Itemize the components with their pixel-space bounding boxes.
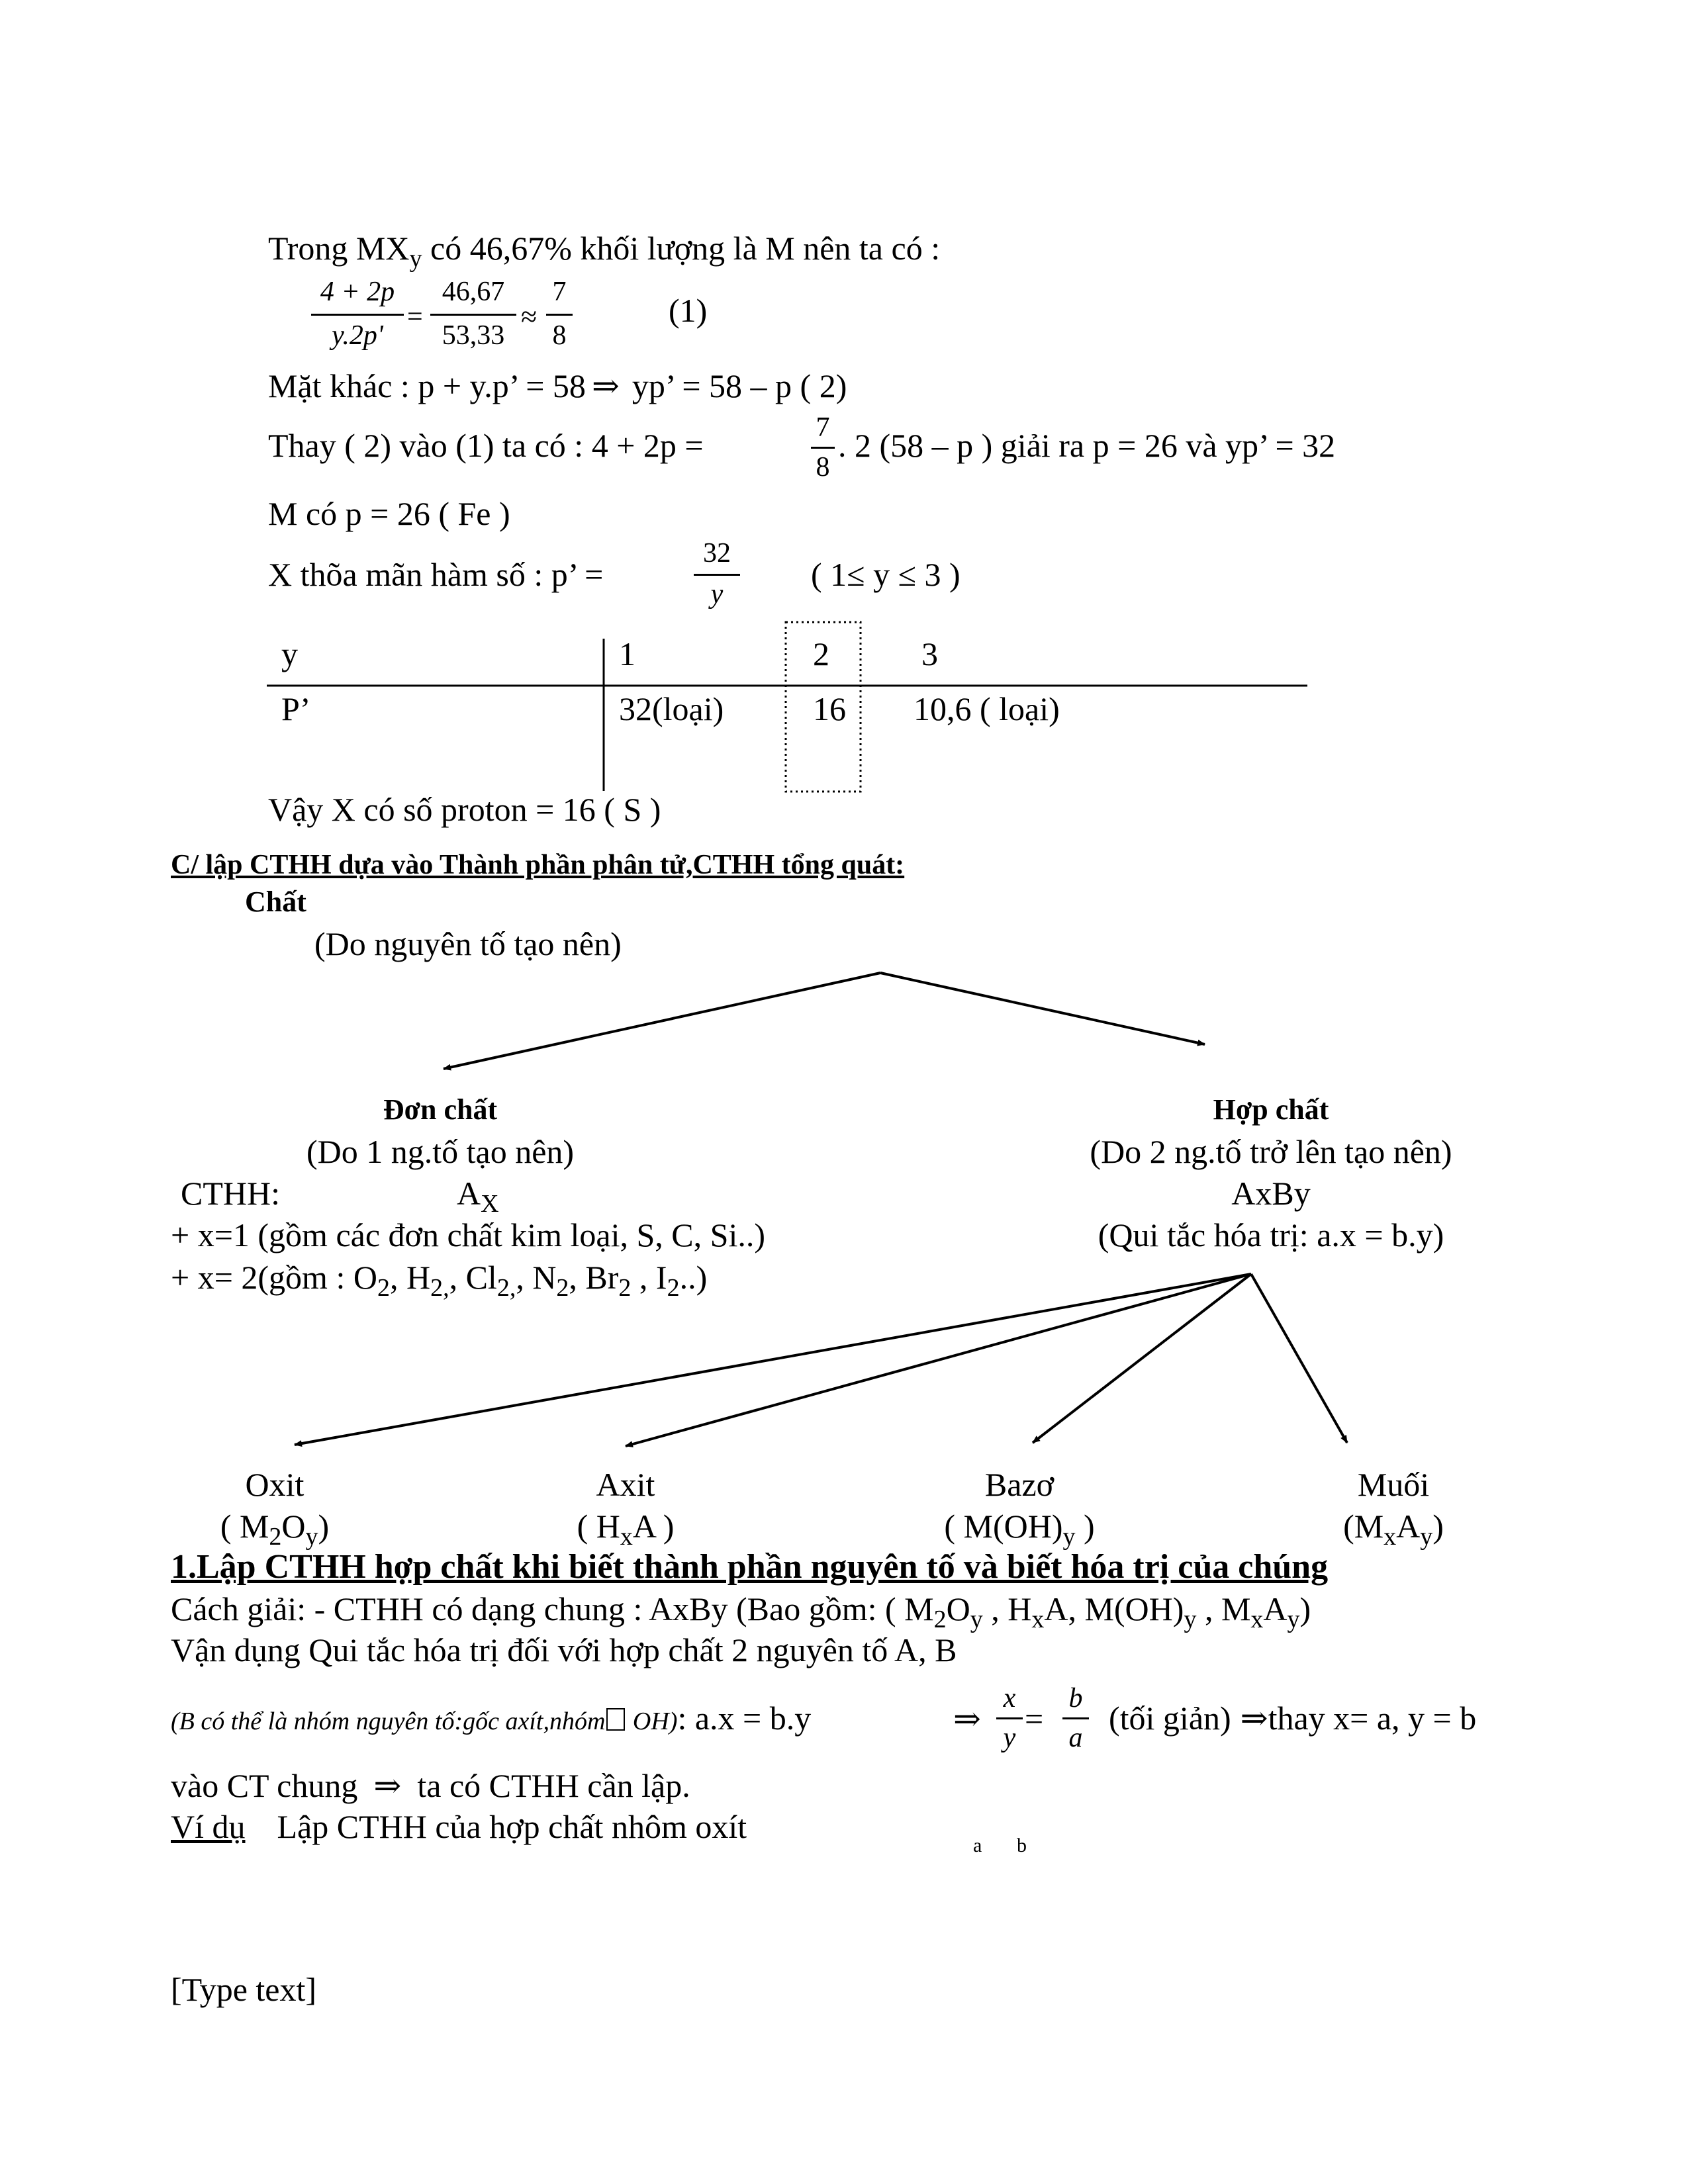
tree-right-formula: AxBy: [1231, 1175, 1311, 1212]
line1-text-b: có 46,67% khối lượng là M nên ta có :: [422, 230, 941, 267]
tree-cthh-label: CTHH:: [181, 1175, 280, 1212]
rule2-s2: 2,: [430, 1274, 449, 1302]
tree-right-title: Hợp chất: [1213, 1093, 1329, 1126]
line1-text-a: Trong MX: [268, 230, 410, 267]
s1l1-s2: y: [970, 1606, 983, 1633]
tree-right-sub: (Do 2 ng.tố trở lên tạo nên): [1090, 1133, 1452, 1170]
s1l1-d: A, M(OH): [1044, 1590, 1184, 1627]
s1l1-s3: x: [1031, 1606, 1045, 1633]
line3-frac-num: 7: [816, 412, 830, 443]
line2-text-b: yp’ = 58 – p ( 2): [632, 367, 847, 404]
table-cell-2: 16: [813, 690, 846, 727]
s1l3-f1-num: x: [1003, 1683, 1016, 1713]
s1l3-f1-den: y: [1003, 1723, 1016, 1753]
valence-a: a: [973, 1835, 982, 1856]
s1l1-s4: y: [1184, 1606, 1197, 1633]
fraction-2-den: 53,33: [442, 320, 505, 351]
arrow-to-don-chat: [444, 973, 880, 1069]
table-cell-1: 32(loại): [619, 690, 724, 727]
rule2-b: , H: [389, 1259, 431, 1296]
line2-text-a: Mặt khác : p + y.p’ = 58: [268, 367, 586, 404]
leaf-axit-name: Axit: [596, 1466, 655, 1503]
rule2-d: , N: [516, 1259, 557, 1296]
tree-right-rule: (Qui tắc hóa trị: a.x = b.y): [1098, 1216, 1444, 1253]
s1l1-b: O: [946, 1590, 970, 1627]
line1-sub: y: [409, 245, 422, 273]
line3-text-b: . 2 (58 – p ) giải ra p = 26 và yp’ = 32: [838, 427, 1336, 464]
axit-s1: x: [620, 1523, 633, 1551]
line5-text-b: ( 1≤ y ≤ 3 ): [811, 556, 961, 593]
implies-arrow: ⇒: [591, 367, 620, 404]
line5-text-a: X thõa mãn hàm số : p’ =: [268, 556, 604, 593]
fraction-1-den: y.2p': [332, 320, 383, 351]
rule2-s4: 2: [556, 1274, 569, 1302]
s1l4-b: ta có CTHH cần lập.: [417, 1767, 690, 1804]
s1l3-italic2: OH): [626, 1707, 678, 1735]
rule2-s6: 2: [667, 1274, 680, 1302]
rule2-s5: 2: [618, 1274, 632, 1302]
s1l1-s1: 2: [933, 1606, 947, 1633]
oxit-fb: O: [281, 1508, 306, 1545]
oxit-s1: 2: [269, 1523, 282, 1551]
table-row-label: P’: [281, 690, 311, 727]
s1l3-c: thay x= a, y = b: [1268, 1700, 1477, 1737]
tree-left-title: Đơn chất: [383, 1093, 498, 1126]
rule2-f: , I: [631, 1259, 667, 1296]
table-header-3: 3: [921, 635, 938, 672]
s1l1-s5: x: [1250, 1606, 1264, 1633]
rule2-a: + x= 2(gồm : O: [171, 1259, 377, 1296]
valence-b: b: [1017, 1835, 1027, 1856]
table-header-2: 2: [813, 635, 829, 672]
muoi-fa: (M: [1343, 1508, 1384, 1545]
s1l3-b: (tối giản): [1109, 1700, 1231, 1737]
section1-line2: Vận dụng Qui tắc hóa trị đối với hợp chất 2 nguyên tố A, B: [171, 1631, 957, 1668]
fraction-1-num: 4 + 2p: [320, 277, 395, 307]
leaf-bazo-name: Bazơ: [984, 1466, 1055, 1503]
s1l4-a: vào CT chung: [171, 1767, 358, 1804]
oxit-fa: ( M: [220, 1508, 269, 1545]
left-formula-base: A: [457, 1175, 481, 1212]
leaf-muoi-name: Muối: [1357, 1466, 1430, 1503]
footer-type-text: [Type text]: [171, 1971, 317, 2008]
approx-sign: ≈: [521, 300, 538, 333]
axit-fa: ( H: [577, 1508, 620, 1545]
fraction-2-num: 46,67: [442, 277, 505, 307]
table-header-y: y: [281, 635, 298, 672]
tree-left-sub: (Do 1 ng.tố tạo nên): [306, 1133, 575, 1170]
rule2-g: ..): [679, 1259, 708, 1296]
tree-root-sub: (Do nguyên tố tạo nên): [314, 925, 622, 962]
s1l3-italic: (B có thể là nhóm nguyên tố:gốc axít,nhóm: [171, 1707, 606, 1735]
vi-du-label: Ví dụ: [171, 1808, 246, 1845]
table-header-1: 1: [619, 635, 635, 672]
fraction-3-den: 8: [552, 320, 567, 351]
muoi-s1: x: [1383, 1523, 1397, 1551]
s1l1-e: , M: [1196, 1590, 1251, 1627]
s1l3-f2-den: a: [1068, 1723, 1083, 1753]
s1l3-arrow2: ⇒: [1240, 1700, 1268, 1737]
axit-fb: A ): [632, 1508, 675, 1545]
s1l4-arrow: ⇒: [373, 1767, 402, 1804]
s1l3-f2-num: b: [1068, 1683, 1083, 1713]
line3-frac-den: 8: [816, 452, 830, 482]
s1l3-a: : a.x = b.y: [677, 1700, 812, 1737]
muoi-s2: y: [1420, 1523, 1433, 1551]
tree-root-label: Chất: [245, 886, 306, 918]
oxit-fc: ): [318, 1508, 330, 1545]
leaf-oxit-name: Oxit: [245, 1466, 305, 1503]
vi-du-text: Lập CTHH của hợp chất nhôm oxít: [277, 1808, 747, 1845]
rule2-s1: 2: [377, 1274, 390, 1302]
rule2-c: , Cl: [449, 1259, 497, 1296]
s1l1-c: , H: [982, 1590, 1032, 1627]
highlight-dashed-box: [786, 622, 861, 792]
arrow-to-muoi: [1251, 1274, 1347, 1443]
muoi-fc: ): [1432, 1508, 1444, 1545]
equation-label: (1): [669, 292, 708, 329]
s1l3-arrow: ⇒: [953, 1700, 981, 1737]
s1l3-eq: =: [1025, 1700, 1044, 1737]
left-formula-sub: X: [481, 1190, 499, 1218]
section-c-title: C/ lập CTHH dựa vào Thành phần phân tử,CTHH tổng quát:: [171, 850, 905, 880]
bazo-s1: y: [1062, 1523, 1076, 1551]
s1l1-f: A: [1263, 1590, 1288, 1627]
eq-sign: =: [407, 302, 423, 332]
line-m-co-p: M có p = 26 ( Fe ): [268, 495, 510, 532]
line-vay-x: Vậy X có số proton = 16 ( S ): [268, 791, 661, 828]
rule2-e: , Br: [569, 1259, 619, 1296]
s1l1-s6: y: [1287, 1606, 1300, 1633]
section1-title: 1.Lập CTHH hợp chất khi biết thành phần nguyên tố và biết hóa trị của chúng: [171, 1548, 1329, 1586]
line3-text-a: Thay ( 2) vào (1) ta có : 4 + 2p =: [268, 427, 704, 464]
fraction-3-num: 7: [552, 277, 567, 307]
tree-left-rule1: + x=1 (gồm các đơn chất kim loại, S, C, Si..): [171, 1216, 765, 1253]
bazo-fb: ): [1075, 1508, 1095, 1545]
table-cell-3: 10,6 ( loại): [914, 690, 1060, 727]
rule2-s3: 2,: [496, 1274, 516, 1302]
s1l1-a: Cách giải: - CTHH có dạng chung : AxBy (Bao gồm: ( M: [171, 1590, 934, 1627]
oxit-s2: y: [305, 1523, 318, 1551]
bazo-fa: ( M(OH): [944, 1508, 1063, 1545]
s1l1-g: ): [1299, 1590, 1311, 1627]
muoi-fb: A: [1396, 1508, 1421, 1545]
arrow-to-hop-chat: [880, 973, 1205, 1044]
line5-frac-den: y: [710, 579, 724, 610]
arrow-to-oxit: [295, 1274, 1251, 1445]
arrow-to-axit: [626, 1274, 1251, 1446]
line5-frac-num: 32: [703, 538, 731, 569]
arrow-to-bazo: [1033, 1274, 1251, 1443]
